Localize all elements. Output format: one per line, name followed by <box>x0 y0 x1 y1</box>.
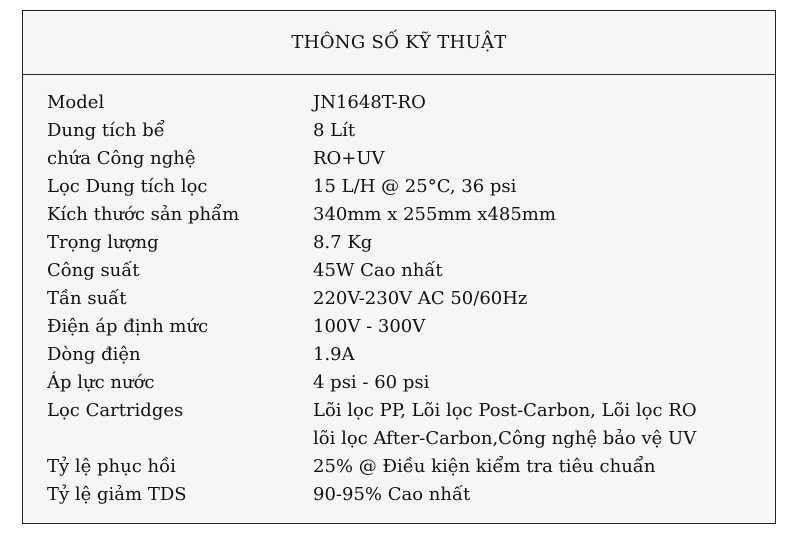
spec-value: 1.9A <box>313 344 355 365</box>
spec-row <box>23 369 775 397</box>
spec-label: Tỷ lệ phục hồi <box>47 456 176 477</box>
spec-label: Lọc Cartridges <box>47 400 184 421</box>
spec-row <box>23 425 775 453</box>
spec-row <box>23 89 775 117</box>
spec-label: Model <box>47 92 105 113</box>
spec-value: JN1648T-RO <box>313 92 426 113</box>
spec-rows <box>23 89 775 509</box>
spec-row <box>23 397 775 425</box>
spec-row <box>23 313 775 341</box>
spec-value: 4 psi - 60 psi <box>313 372 430 393</box>
spec-row <box>23 229 775 257</box>
spec-row <box>23 341 775 369</box>
spec-label: Trọng lượng <box>47 232 159 253</box>
spec-label: Dung tích bể <box>47 120 165 141</box>
spec-value: 90-95% Cao nhất <box>313 484 471 505</box>
spec-value: 45W Cao nhất <box>313 260 443 281</box>
spec-value: lõi lọc After-Carbon,Công nghệ bảo vệ UV <box>313 428 697 449</box>
spec-row <box>23 117 775 145</box>
spec-label <box>23 425 313 453</box>
spec-label: Áp lực nước <box>47 372 155 393</box>
spec-label: Kích thước sản phẩm <box>47 204 240 225</box>
spec-row <box>23 453 775 481</box>
spec-value: RO+UV <box>313 148 385 169</box>
spec-value: 220V-230V AC 50/60Hz <box>313 288 528 309</box>
spec-label: Công suất <box>47 260 140 281</box>
spec-label: Tỷ lệ giảm TDS <box>47 484 187 505</box>
spec-value: 340mm x 255mm x485mm <box>313 204 556 225</box>
spec-value: 8 Lít <box>313 120 356 141</box>
spec-label: chứa Công nghệ <box>47 148 196 169</box>
spec-row <box>23 285 775 313</box>
spec-table <box>22 10 776 524</box>
spec-value: 100V - 300V <box>313 316 426 337</box>
spec-value: 25% @ Điều kiện kiểm tra tiêu chuẩn <box>313 456 656 477</box>
spec-row <box>23 201 775 229</box>
spec-value: 8.7 Kg <box>313 232 373 253</box>
spec-row <box>23 145 775 173</box>
spec-row <box>23 257 775 285</box>
spec-value: 15 L/H @ 25°C, 36 psi <box>313 176 517 197</box>
spec-row <box>23 173 775 201</box>
spec-value: Lõi lọc PP, Lõi lọc Post-Carbon, Lõi lọc RO <box>313 400 697 421</box>
spec-title: THÔNG SỐ KỸ THUẬT <box>23 11 775 75</box>
spec-label: Dòng điện <box>47 344 141 365</box>
spec-label: Tần suất <box>47 288 127 309</box>
spec-label: Lọc Dung tích lọc <box>47 176 208 197</box>
spec-row <box>23 481 775 509</box>
spec-label: Điện áp định mức <box>47 316 209 337</box>
